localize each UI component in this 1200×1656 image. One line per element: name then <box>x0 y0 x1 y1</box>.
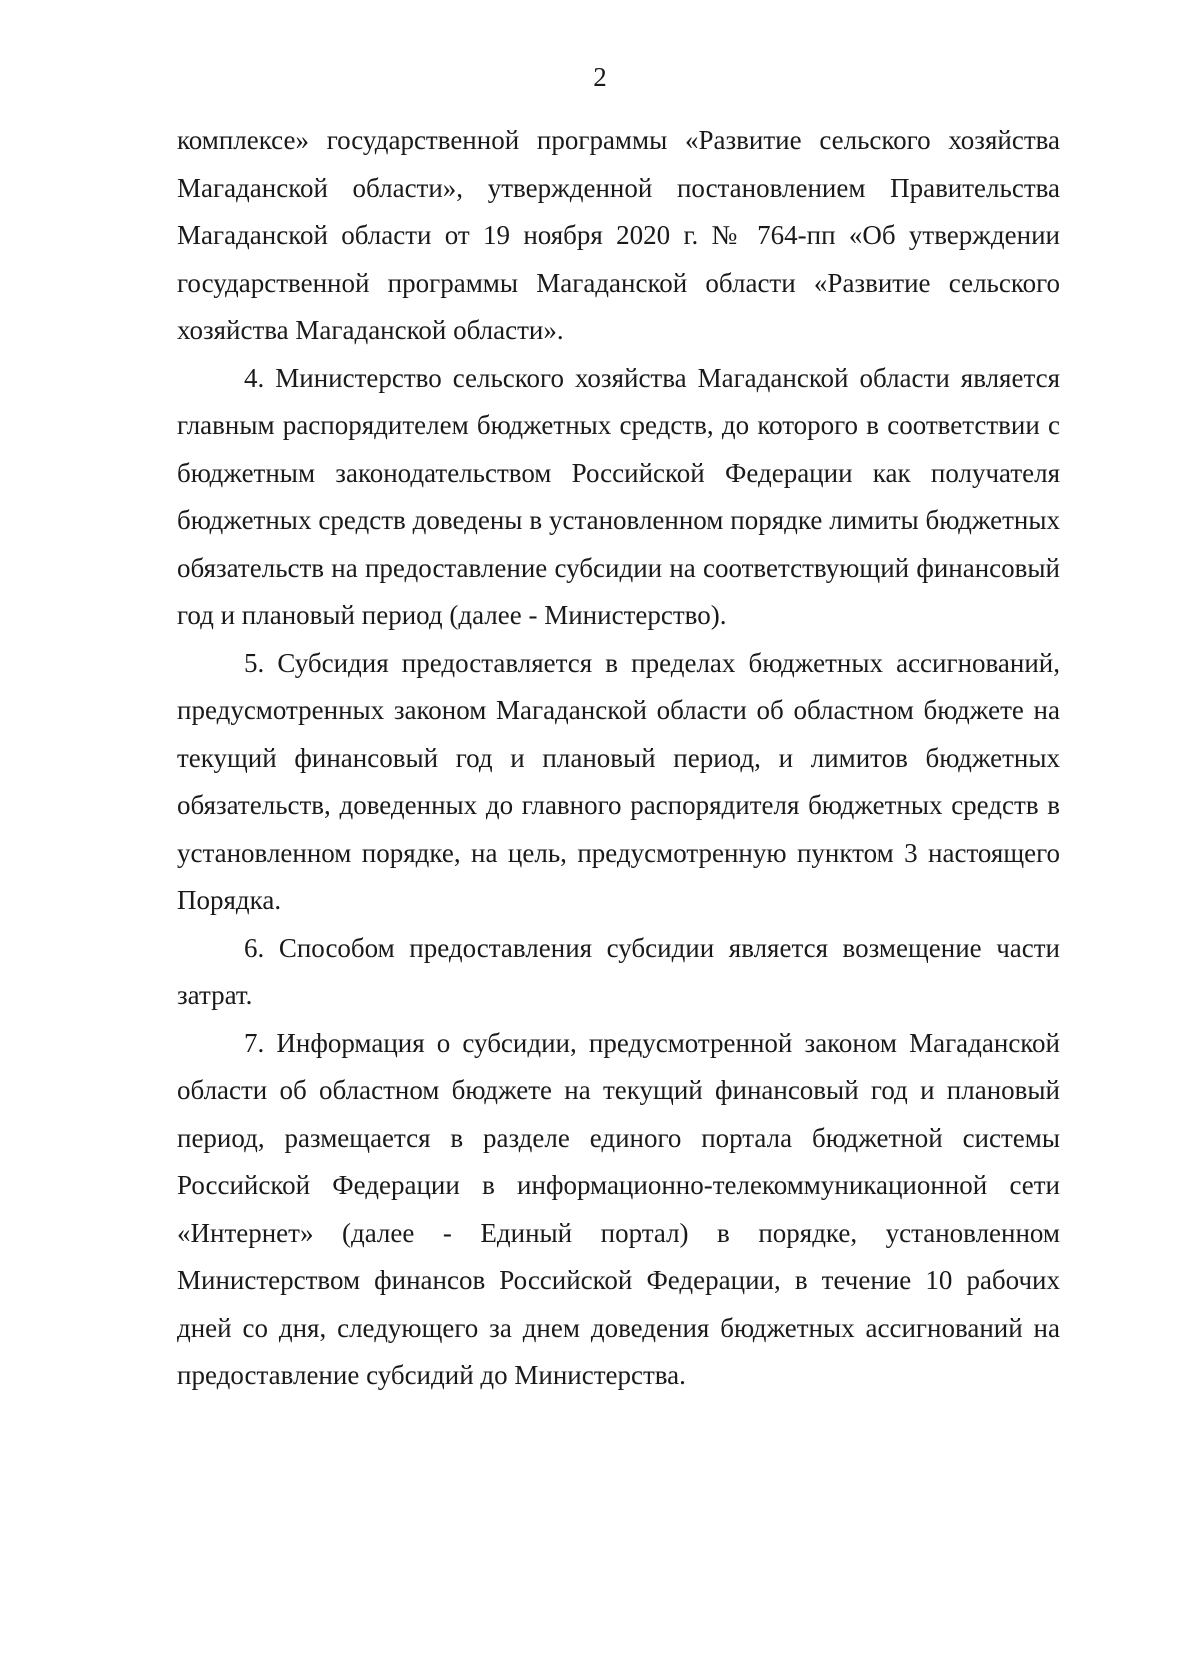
paragraph-item-4: 4. Министерство сельского хозяйства Магаданской области является главным распорядителем бюджетных средств, до которого в соответствии с бюджетным законодательством Российской Федерации как получателя бюджетных средств доведены в установленном порядке лимиты бюджетных обязательств на предоставление субсидии на соответствующий финансовый год и плановый период (далее - Министерство). <box>177 362 1060 630</box>
paragraph-item-6: 6. Способом предоставления субсидии является возмещение части затрат. <box>177 932 1060 1010</box>
page-number: 2 <box>593 62 607 92</box>
document-body <box>177 117 1060 1400</box>
paragraph-continuation: комплексе» государственной программы «Развитие сельского хозяйства Магаданской области», утвержденной постановлением Правительства Магаданской области от 19 ноября 2020 г. № 764-пп «Об утверждении государственной программы Магаданской области «Развитие сельского хозяйства Магаданской области». <box>177 125 1060 345</box>
paragraph-item-5: 5. Субсидия предоставляется в пределах бюджетных ассигнований, предусмотренных законом Магаданской области об областном бюджете на текущий финансовый год и плановый период, и лимитов бюджетных обязательств, доведенных до главного распорядителя бюджетных средств в установленном порядке, на цель, предусмотренную пунктом 3 настоящего Порядка. <box>177 647 1060 915</box>
paragraph-item-7: 7. Информация о субсидии, предусмотренной законом Магаданской области об областном бюджете на текущий финансовый год и плановый период, размещается в разделе единого портала бюджетной системы Российской Федерации в информационно-телекоммуникационной сети «Интернет» (далее - Единый портал) в порядке, установленном Министерством финансов Российской Федерации, в течение 10 рабочих дней со дня, следующего за днем доведения бюджетных ассигнований на предоставление субсидий до Министерства. <box>177 1027 1060 1390</box>
